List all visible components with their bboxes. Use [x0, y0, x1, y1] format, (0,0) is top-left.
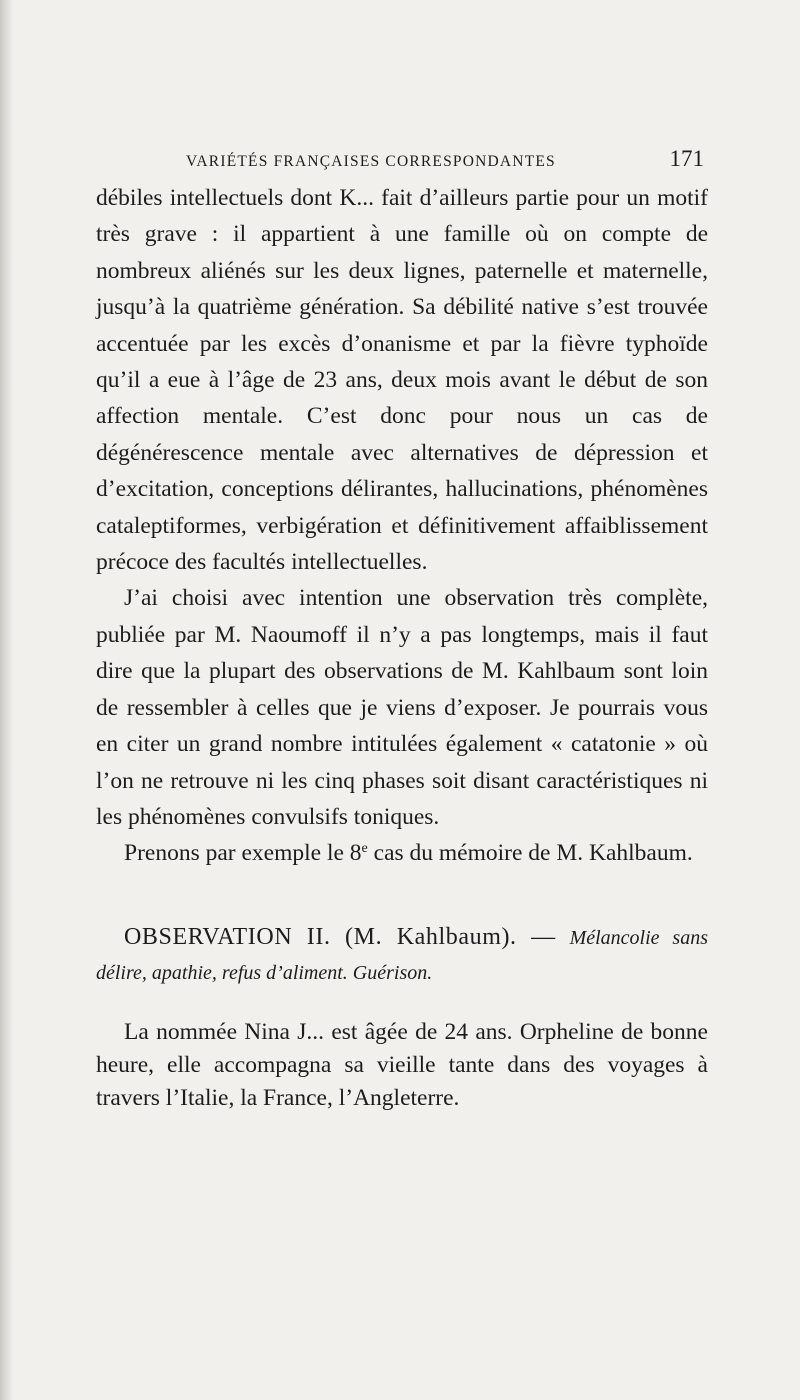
ordinal-suffix: e — [361, 841, 368, 857]
page-edge — [0, 0, 14, 1400]
observation-subtitle: Mélancolie sans délire, apathie, refus d’aliment. Guérison. — [96, 926, 708, 984]
paragraph-3-start: Prenons par exemple le 8 — [124, 840, 362, 867]
paragraph-2: J’ai choisi avec intention une observation très complète, publiée par M. Naoumoff il n’y a pas longtemps, mais il faut dire que la plupart des observations de M. Kahlbaum sont loin de ressembler à celles que je viens d’exposer. Je pourrais vous en citer un grand nombre intitulées également « catatonie » où l’on ne retrouve ni les cinq phases soit disant caractéristiques ni les phénomènes convulsifs toniques. — [96, 585, 708, 830]
paragraph-1: débiles intellectuels dont K... fait d’ailleurs partie pour un motif très grave : il appartient à une famille où on compte de nombreux aliénés sur les deux lignes, paternelle et maternelle, jusqu’à la quatrième génération. Sa débilité native s’est trouvée accentuée par les excès d’onanisme et par la fièvre typhoïde qu’il a eue à l’âge de 23 ans, deux mois avant le début de son affection mentale. C’est donc pour nous un cas de dégénérescence mentale avec alternatives de dépression et d’excitation, conceptions délirantes, hallucinations, phénomènes cataleptiformes, verbigération et définitivement affaiblissement précoce des facultés intellectuelles. — [96, 185, 708, 576]
paragraph-3 — [96, 835, 708, 871]
observation-body: La nommée Nina J... est âgée de 24 ans. Orpheline de bonne heure, elle accompagna sa vieille tante dans des voyages à travers l’Italie, la France, l’Angleterre. — [96, 1018, 708, 1111]
observation-heading — [96, 920, 708, 990]
body-text — [96, 180, 708, 1115]
running-head — [186, 146, 704, 172]
running-title: VARIÉTÉS FRANÇAISES CORRESPONDANTES — [186, 153, 556, 170]
page-number: 171 — [669, 146, 704, 171]
observation-label: OBSERVATION II. (M. Kahlbaum). — — [124, 923, 556, 950]
paragraph-3-end: cas du mémoire de M. Kahlbaum. — [367, 840, 693, 867]
